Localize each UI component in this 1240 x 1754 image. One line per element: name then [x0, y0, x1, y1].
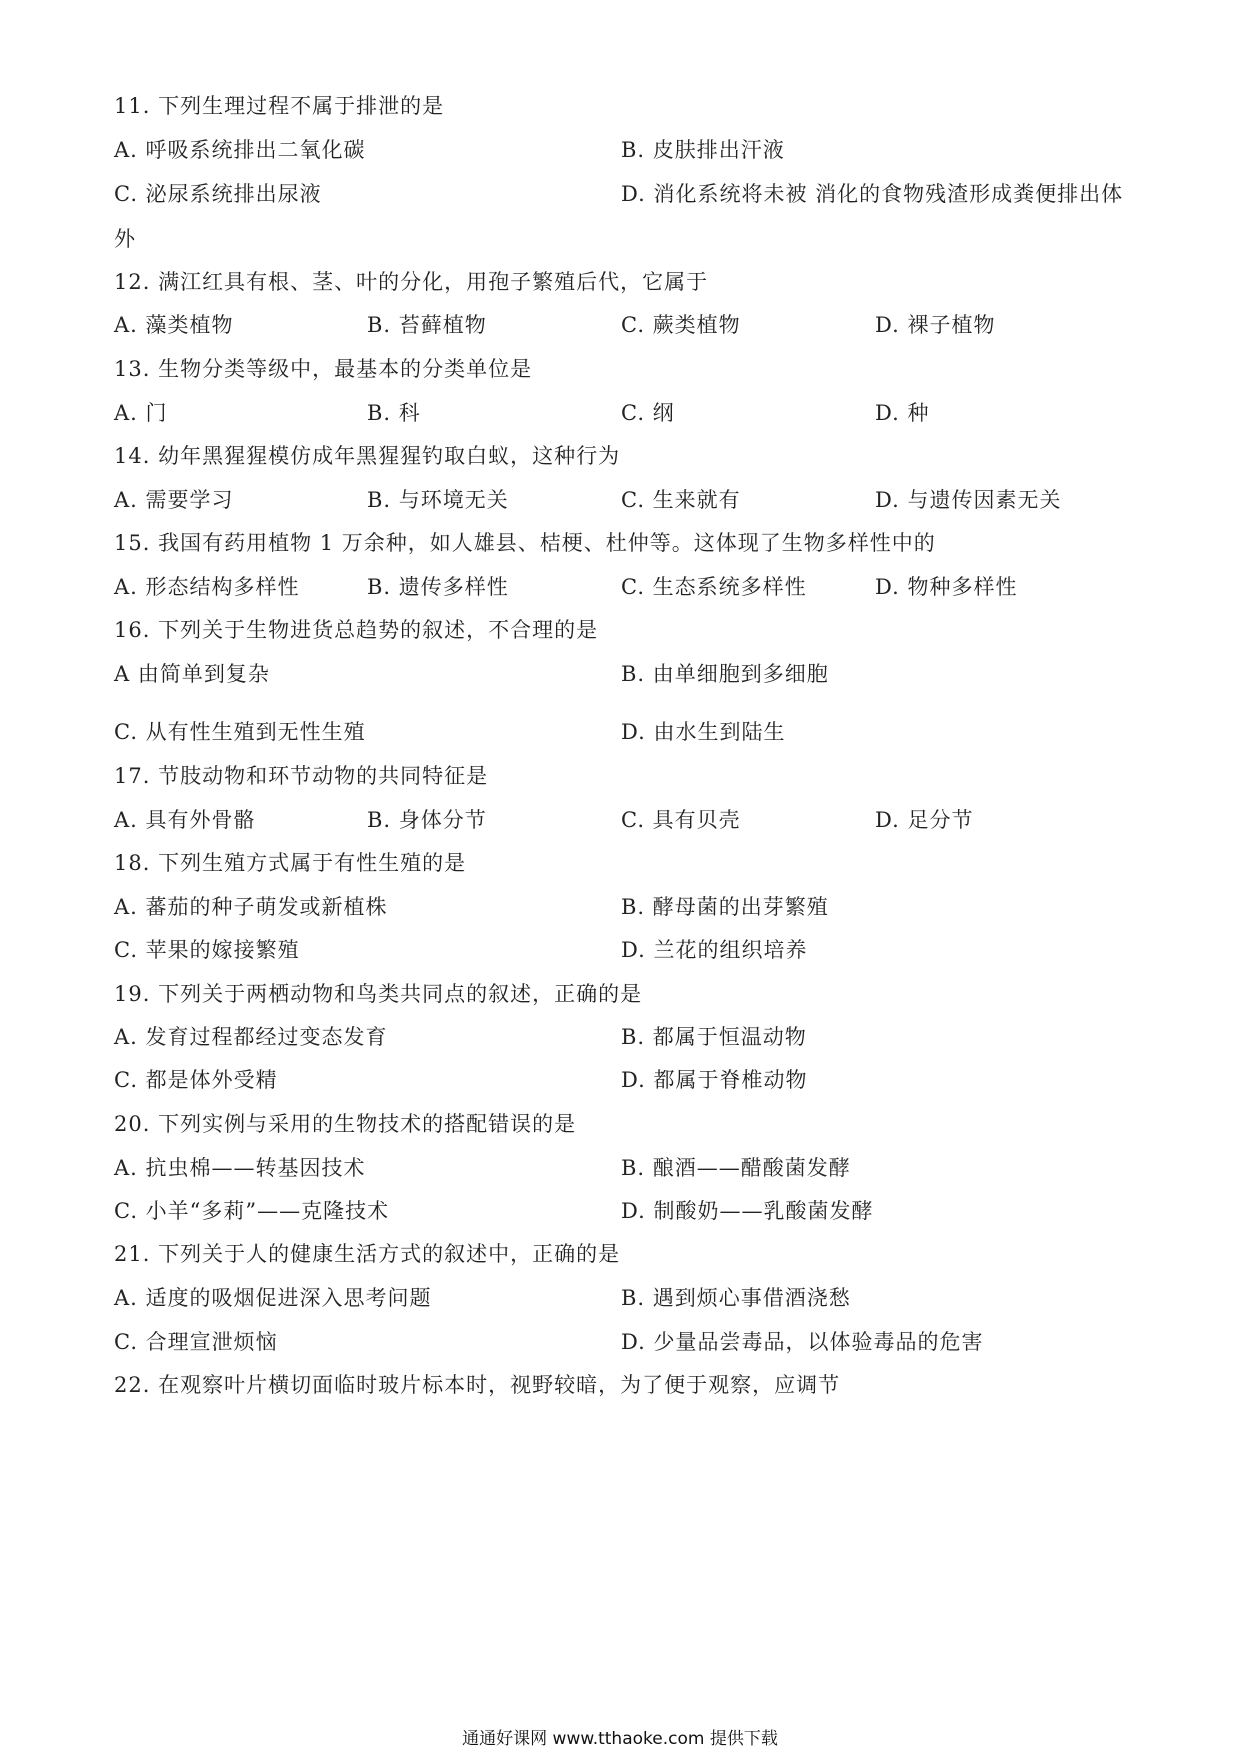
- question-20-option-a: A. 抗虫棉——转基因技术: [114, 1156, 366, 1180]
- question-13-option-d: D. 种: [875, 401, 930, 425]
- question-17-option-b: B. 身体分节: [367, 808, 487, 832]
- question-12-stem: 12. 满江红具有根、茎、叶的分化，用孢子繁殖后代，它属于: [114, 270, 709, 294]
- question-18-option-a: A. 蕃茄的种子萌发或新植株: [114, 895, 388, 919]
- question-21-option-b: B. 遇到烦心事借酒浇愁: [621, 1286, 851, 1310]
- question-13-option-a: A. 门: [114, 401, 168, 425]
- question-15-option-d: D. 物种多样性: [875, 575, 1018, 599]
- question-13-option-b: B. 科: [367, 401, 421, 425]
- question-13-option-c: C. 纲: [621, 401, 675, 425]
- question-14-option-a: A. 需要学习: [114, 488, 234, 512]
- question-12-option-a: A. 藻类植物: [114, 313, 234, 337]
- question-13-stem: 13. 生物分类等级中，最基本的分类单位是: [114, 357, 533, 381]
- question-19-stem: 19. 下列关于两栖动物和鸟类共同点的叙述，正确的是: [114, 982, 643, 1006]
- question-21-option-c: C. 合理宣泄烦恼: [114, 1330, 278, 1354]
- question-18-stem: 18. 下列生殖方式属于有性生殖的是: [114, 851, 467, 875]
- question-22-stem: 22. 在观察叶片横切面临时玻片标本时，视野较暗，为了便于观察，应调节: [114, 1373, 841, 1397]
- question-18-option-d: D. 兰花的组织培养: [621, 938, 808, 962]
- question-14-option-b: B. 与环境无关: [367, 488, 509, 512]
- question-16-stem: 16. 下列关于生物进货总趋势的叙述，不合理的是: [114, 618, 599, 642]
- question-18-option-b: B. 酵母菌的出芽繁殖: [621, 895, 829, 919]
- question-12-option-d: D. 裸子植物: [875, 313, 996, 337]
- question-15-stem: 15. 我国有药用植物 1 万余种，如人雄县、桔梗、杜仲等。这体现了生物多样性中的: [114, 531, 936, 555]
- question-17-option-a: A. 具有外骨骼: [114, 808, 256, 832]
- question-17-option-c: C. 具有贝壳: [621, 808, 741, 832]
- question-15-option-b: B. 遗传多样性: [367, 575, 509, 599]
- question-21-option-a: A. 适度的吸烟促进深入思考问题: [114, 1286, 432, 1310]
- question-19-option-d: D. 都属于脊椎动物: [621, 1068, 808, 1092]
- question-17-option-d: D. 足分节: [875, 808, 974, 832]
- footer-source: 通通好课网 www.tthaoke.com 提供下载: [462, 1729, 778, 1749]
- question-18-option-c: C. 苹果的嫁接繁殖: [114, 938, 300, 962]
- question-19-option-b: B. 都属于恒温动物: [621, 1025, 807, 1049]
- question-21-option-d: D. 少量品尝毒品，以体验毒品的危害: [621, 1330, 984, 1354]
- question-11-option-d-continuation: 外: [114, 227, 136, 251]
- question-17-stem: 17. 节肢动物和环节动物的共同特征是: [114, 764, 489, 788]
- question-20-stem: 20. 下列实例与采用的生物技术的搭配错误的是: [114, 1112, 577, 1136]
- question-14-stem: 14. 幼年黑猩猩模仿成年黑猩猩钓取白蚁，这种行为: [114, 444, 621, 468]
- question-16-option-c: C. 从有性生殖到无性生殖: [114, 720, 366, 744]
- question-20-option-b: B. 酿酒——醋酸菌发酵: [621, 1156, 851, 1180]
- question-15-option-a: A. 形态结构多样性: [114, 575, 300, 599]
- question-12-option-c: C. 蕨类植物: [621, 313, 741, 337]
- question-14-option-c: C. 生来就有: [621, 488, 741, 512]
- question-21-stem: 21. 下列关于人的健康生活方式的叙述中，正确的是: [114, 1242, 621, 1266]
- question-16-option-a: A 由简单到复杂: [114, 662, 270, 686]
- question-11-option-d: D. 消化系统将未被 消化的食物残渣形成粪便排出体: [621, 182, 1124, 206]
- question-14-option-d: D. 与遗传因素无关: [875, 488, 1062, 512]
- question-11-stem: 11. 下列生理过程不属于排泄的是: [114, 94, 445, 118]
- question-11-option-a: A. 呼吸系统排出二氧化碳: [114, 138, 366, 162]
- question-16-option-b: B. 由单细胞到多细胞: [621, 662, 829, 686]
- question-20-option-d: D. 制酸奶——乳酸菌发酵: [621, 1199, 874, 1223]
- question-20-option-c: C. 小羊“多莉”——克隆技术: [114, 1199, 390, 1223]
- question-19-option-c: C. 都是体外受精: [114, 1068, 278, 1092]
- question-16-option-d: D. 由水生到陆生: [621, 720, 786, 744]
- question-11-option-b: B. 皮肤排出汗液: [621, 138, 785, 162]
- question-19-option-a: A. 发育过程都经过变态发育: [114, 1025, 388, 1049]
- question-11-option-c: C. 泌尿系统排出尿液: [114, 182, 322, 206]
- question-12-option-b: B. 苔藓植物: [367, 313, 487, 337]
- question-15-option-c: C. 生态系统多样性: [621, 575, 807, 599]
